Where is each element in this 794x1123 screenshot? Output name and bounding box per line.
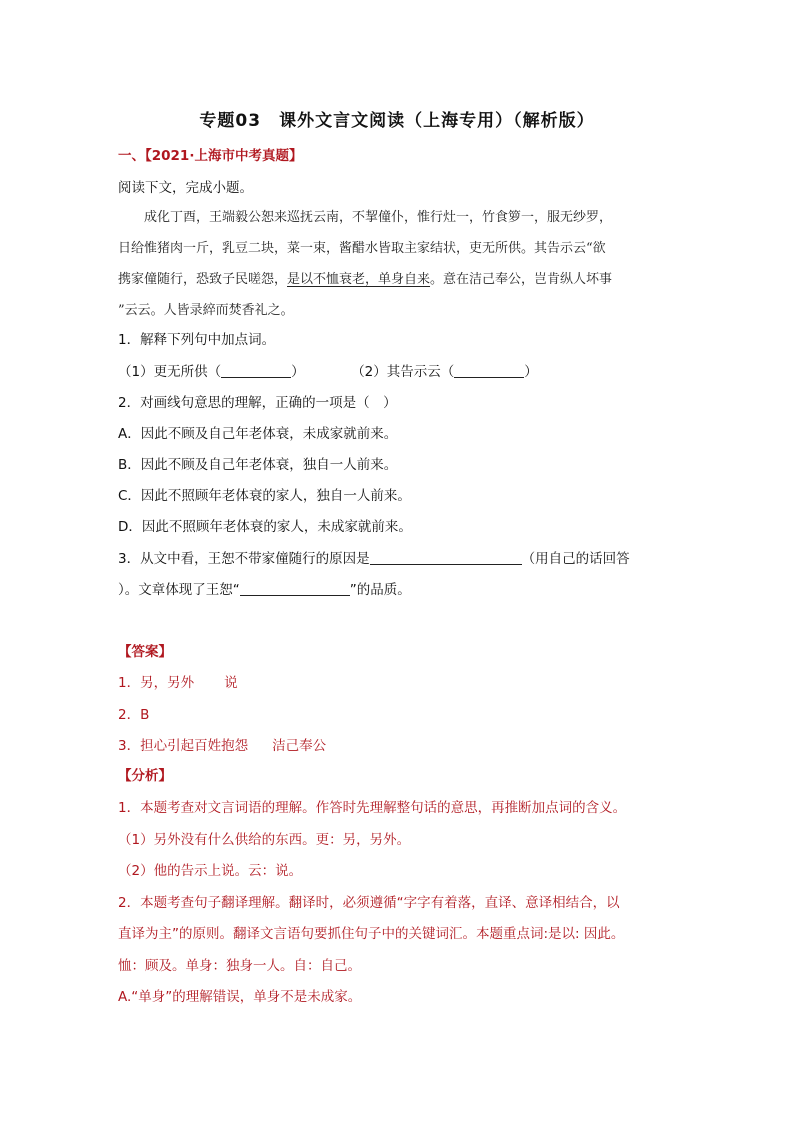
q1-close-b: ） [524,364,538,380]
analysis-line-3: （2）他的告示上说。云：说。 [118,863,303,879]
answer-1 [118,673,238,693]
q1-close-a: ） [291,364,305,380]
analysis-line-2: （1）另外没有什么供给的东西。更：另，另外。 [118,832,411,848]
passage-line-3-post: 。意在洁己奉公，岂肯纵人坏事 [430,272,613,287]
question-3-line-1 [118,549,630,569]
q3-blank-1[interactable] [370,550,522,565]
instruction: 阅读下文，完成小题。 [118,180,253,196]
q3-post: （用自己的话回答 [521,551,630,567]
question-2-stem: 2．对画线句意思的理解，正确的一项是（ ） [118,395,397,411]
analysis-line-1: 1．本题考查对文言词语的理解。作答时先理解整句话的意思，再推断加点词的含义。 [118,800,627,816]
classical-passage [118,202,678,326]
q1-blank-b[interactable] [454,363,524,378]
answer-3a: 3．担心引起百姓抱怨 [118,738,249,754]
q3-line2-pre: ）。文章体现了王恕“ [118,582,240,598]
answer-3 [118,736,326,756]
q3-line2-post: ”的品质。 [349,582,411,598]
q3-pre: 3．从文中看，王恕不带家僮随行的原因是 [118,551,370,567]
answer-label: 【答案】 [118,644,172,660]
q2-option-c: C．因此不照顾年老体衰的家人，独自一人前来。 [118,488,411,504]
underlined-sentence: 是以不恤衰老，单身自来 [287,272,431,287]
analysis-label: 【分析】 [118,768,172,784]
analysis-line-4: 2．本题考查句子翻译理解。翻译时，必须遵循“字字有着落，直译、意译相结合，以 [118,895,620,911]
q2-option-d: D．因此不照顾年老体衰的家人，未成家就前来。 [118,519,412,535]
analysis-line-6: 恤：顾及。单身：独身一人。自：自己。 [118,958,361,974]
section-prefix: 一、 [118,148,145,164]
q1-item-b: （2）其告示云（ [351,364,455,380]
q1-blank-a[interactable] [221,363,291,378]
answer-2: 2．B [118,707,150,723]
q3-blank-2[interactable] [240,581,350,596]
passage-line-4: ”云云。人皆录綷而焚香礼之。 [118,303,294,318]
question-3-line-2 [118,580,411,600]
section-tag: 【2021·上海市中考真题】 [145,148,303,164]
passage-line-2: 日给惟猪肉一斤，乳豆二块，菜一束，酱醋水皆取主家结状，吏无所供。其告示云“欲 [118,241,606,256]
answer-3b: 洁己奉公 [272,738,327,754]
passage-line-1: 成化丁酉，王端毅公恕来巡抚云南，不挈僮仆，惟行灶一，竹食箩一，服无纱罗， [144,210,613,225]
question-1-stem: 1．解释下列句中加点词。 [118,332,276,348]
passage-line-3 [118,264,678,295]
analysis-line-7: A.“单身”的理解错误，单身不是未成家。 [118,989,362,1005]
question-1-items [118,362,538,382]
answer-1a: 1．另，另外 [118,675,195,691]
answer-1b: 说 [224,675,238,691]
section-heading [118,146,302,166]
q2-option-b: B．因此不顾及自己年老体衰，独自一人前来。 [118,457,398,473]
page-title: 专题03 课外文言文阅读（上海专用）（解析版） [199,111,595,131]
q2-option-a: A．因此不顾及自己年老体衰，未成家就前来。 [118,426,398,442]
q1-item-a: （1）更无所供（ [118,364,222,380]
passage-line-3-pre: 携家僮随行，恐致子民嗟怨， [118,272,288,287]
analysis-line-5: 直译为主”的原则。翻译文言语句要抓住句子中的关键词汇。本题重点词:是以: 因此。 [118,926,625,942]
